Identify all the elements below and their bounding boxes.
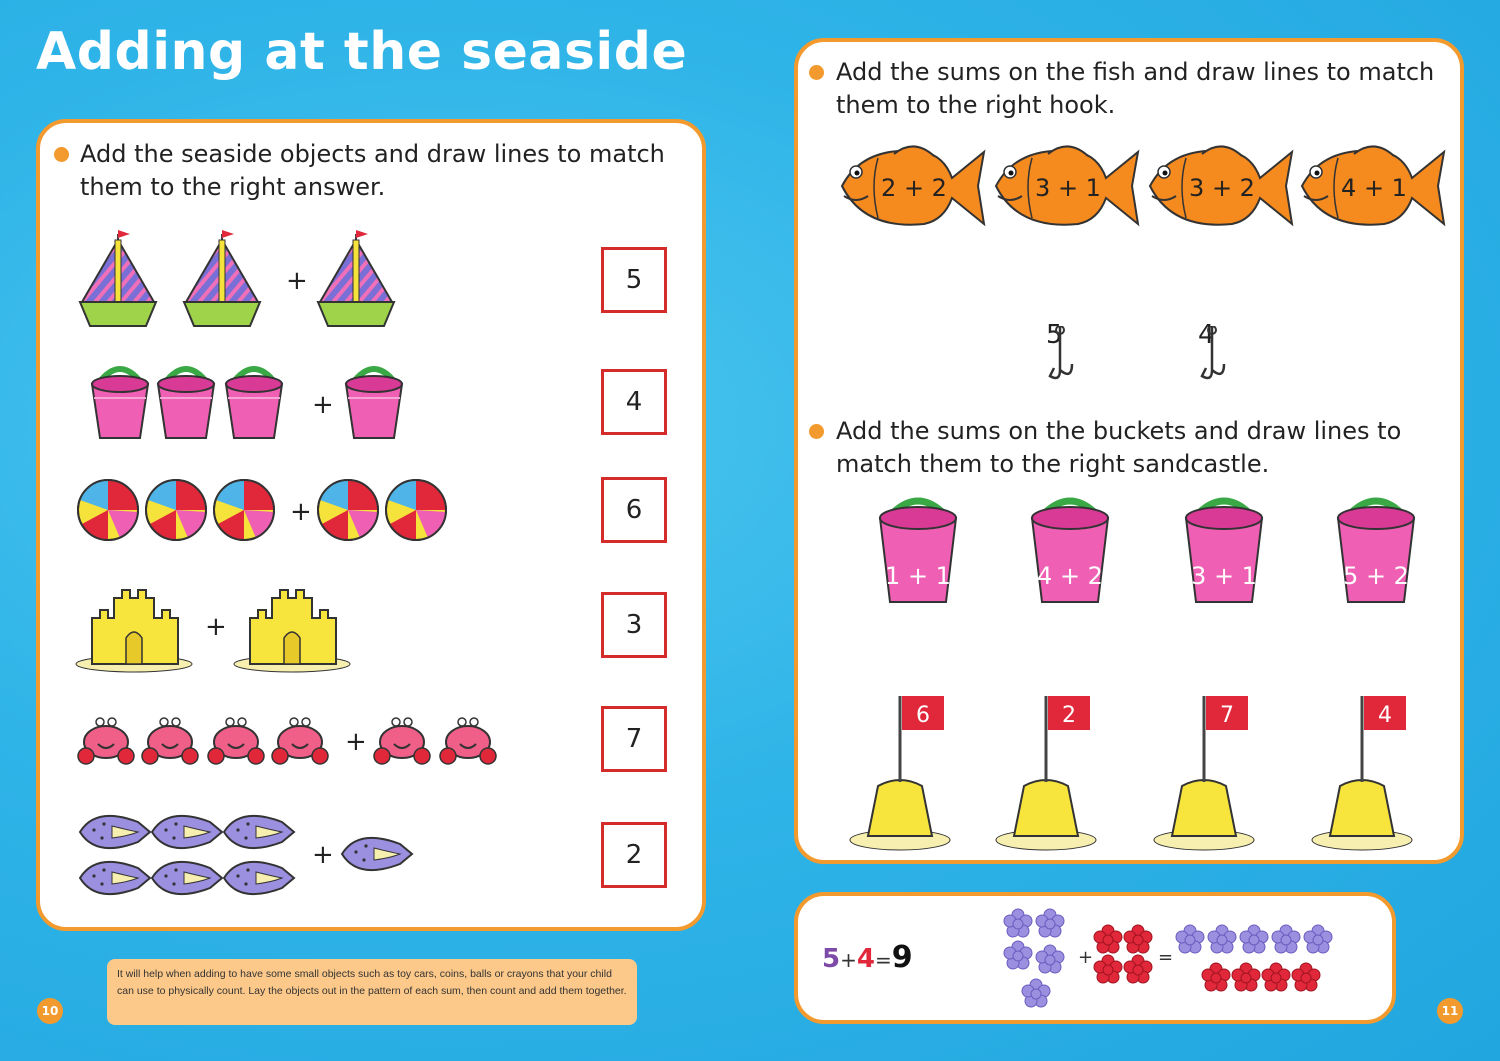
bucket-icon xyxy=(226,369,282,438)
flower-icon xyxy=(1004,909,1032,937)
flag-number: 7 xyxy=(1220,703,1234,728)
svg-text:=: = xyxy=(1158,947,1174,968)
example-equals: = xyxy=(874,948,892,972)
crab-icon xyxy=(78,718,134,764)
bucket-instruction: Add the sums on the buckets and draw lines to match them to the right sandcastle. xyxy=(836,417,1402,478)
page-number-left: 10 xyxy=(37,998,63,1024)
answer-box[interactable]: 6 xyxy=(601,477,667,543)
flower-icon xyxy=(1262,963,1290,991)
crab-icon xyxy=(440,718,496,764)
example-equation xyxy=(822,940,913,975)
shell-icon xyxy=(152,816,222,848)
flower-icon xyxy=(1202,963,1230,991)
fish-sum: 3 + 1 xyxy=(1035,174,1101,202)
bucket-sum: 3 + 1 xyxy=(1191,562,1257,590)
boat-icon xyxy=(184,230,260,326)
crab-icon xyxy=(374,718,430,764)
flower-icon xyxy=(1094,925,1122,953)
hook-number: 5 xyxy=(1046,320,1063,350)
parent-tip: It will help when adding to have some small objects such as toy cars, coins, balls or crayons that your child can use to physically count. Lay the objects out in the pattern of each sum, then count and add them together. xyxy=(107,959,637,1025)
shell-icon xyxy=(80,816,150,848)
bucket-icon xyxy=(346,369,402,438)
flag-number: 6 xyxy=(916,703,930,728)
bucket-sum: 4 + 2 xyxy=(1037,562,1103,590)
flower-icon xyxy=(1094,955,1122,983)
flag-number: 4 xyxy=(1378,703,1392,728)
fish-sum: 2 + 2 xyxy=(881,174,947,202)
page-title: Adding at the seaside xyxy=(36,22,688,82)
beach-ball-icon xyxy=(214,480,274,540)
shell-icon xyxy=(224,816,294,848)
boat-icon xyxy=(80,230,156,326)
pails-row xyxy=(876,490,1416,610)
balls-group xyxy=(76,478,456,548)
flower-icon xyxy=(1176,925,1204,953)
beach-ball-icon xyxy=(146,480,206,540)
beach-ball-icon xyxy=(318,480,378,540)
flower-icon xyxy=(1004,941,1032,969)
fish-row xyxy=(834,138,1448,242)
answer-box[interactable]: 4 xyxy=(601,369,667,435)
sandcastle-icon xyxy=(76,590,192,672)
shell-icon xyxy=(224,862,294,894)
crabs-group xyxy=(76,712,506,772)
crab-icon xyxy=(208,718,264,764)
flower-icon xyxy=(1124,955,1152,983)
answer-box[interactable]: 5 xyxy=(601,247,667,313)
flower-icon xyxy=(1036,945,1064,973)
example-plus: + xyxy=(840,948,857,972)
flower-icon xyxy=(1292,963,1320,991)
flowers-example xyxy=(1000,905,1360,1015)
flower-icon xyxy=(1124,925,1152,953)
fish-sum: 3 + 2 xyxy=(1189,174,1255,202)
plus-sign: + xyxy=(312,390,334,420)
plus-sign: + xyxy=(290,497,312,527)
example-a: 5 xyxy=(822,944,841,974)
plus-sign: + xyxy=(312,840,334,870)
sandcastles-row xyxy=(848,690,1428,854)
flower-icon xyxy=(1022,979,1050,1007)
bullet-icon xyxy=(809,424,824,439)
plus-sign: + xyxy=(205,612,227,642)
flower-icon xyxy=(1240,925,1268,953)
shell-icon xyxy=(152,862,222,894)
shell-icon xyxy=(80,862,150,894)
flag-number: 2 xyxy=(1062,703,1076,728)
boats-group xyxy=(78,226,408,342)
hook-number: 4 xyxy=(1198,320,1215,350)
svg-text:+: + xyxy=(1078,947,1094,968)
flower-icon xyxy=(1208,925,1236,953)
buckets-group xyxy=(88,358,428,448)
bucket-icon xyxy=(92,369,148,438)
answer-box[interactable]: 7 xyxy=(601,706,667,772)
crab-icon xyxy=(272,718,328,764)
plus-sign: + xyxy=(286,266,308,296)
beach-ball-icon xyxy=(386,480,446,540)
sandcastle-icon xyxy=(234,590,350,672)
hook-icon xyxy=(1046,326,1078,384)
boat-icon xyxy=(318,230,394,326)
bucket-sum: 1 + 1 xyxy=(885,562,951,590)
example-result: 9 xyxy=(891,940,913,975)
bullet-icon xyxy=(809,65,824,80)
hook-icon xyxy=(1198,326,1230,384)
bullet-icon xyxy=(54,147,69,162)
flower-icon xyxy=(1272,925,1300,953)
flower-icon xyxy=(1036,909,1064,937)
fish-instruction: Add the sums on the fish and draw lines to match them to the right hook. xyxy=(836,58,1435,119)
bucket-icon xyxy=(158,369,214,438)
shells-group xyxy=(76,808,426,908)
bucket-sum: 5 + 2 xyxy=(1343,562,1409,590)
flower-icon xyxy=(1304,925,1332,953)
crab-icon xyxy=(142,718,198,764)
flower-icon xyxy=(1232,963,1260,991)
example-b: 4 xyxy=(856,944,875,974)
fish-sum: 4 + 1 xyxy=(1341,174,1407,202)
answer-box[interactable]: 2 xyxy=(601,822,667,888)
left-instruction: Add the seaside objects and draw lines to match them to the right answer. xyxy=(80,140,665,201)
answer-box[interactable]: 3 xyxy=(601,592,667,658)
page-number-right: 11 xyxy=(1437,998,1463,1024)
beach-ball-icon xyxy=(78,480,138,540)
shell-icon xyxy=(342,838,412,870)
plus-sign: + xyxy=(345,727,367,757)
